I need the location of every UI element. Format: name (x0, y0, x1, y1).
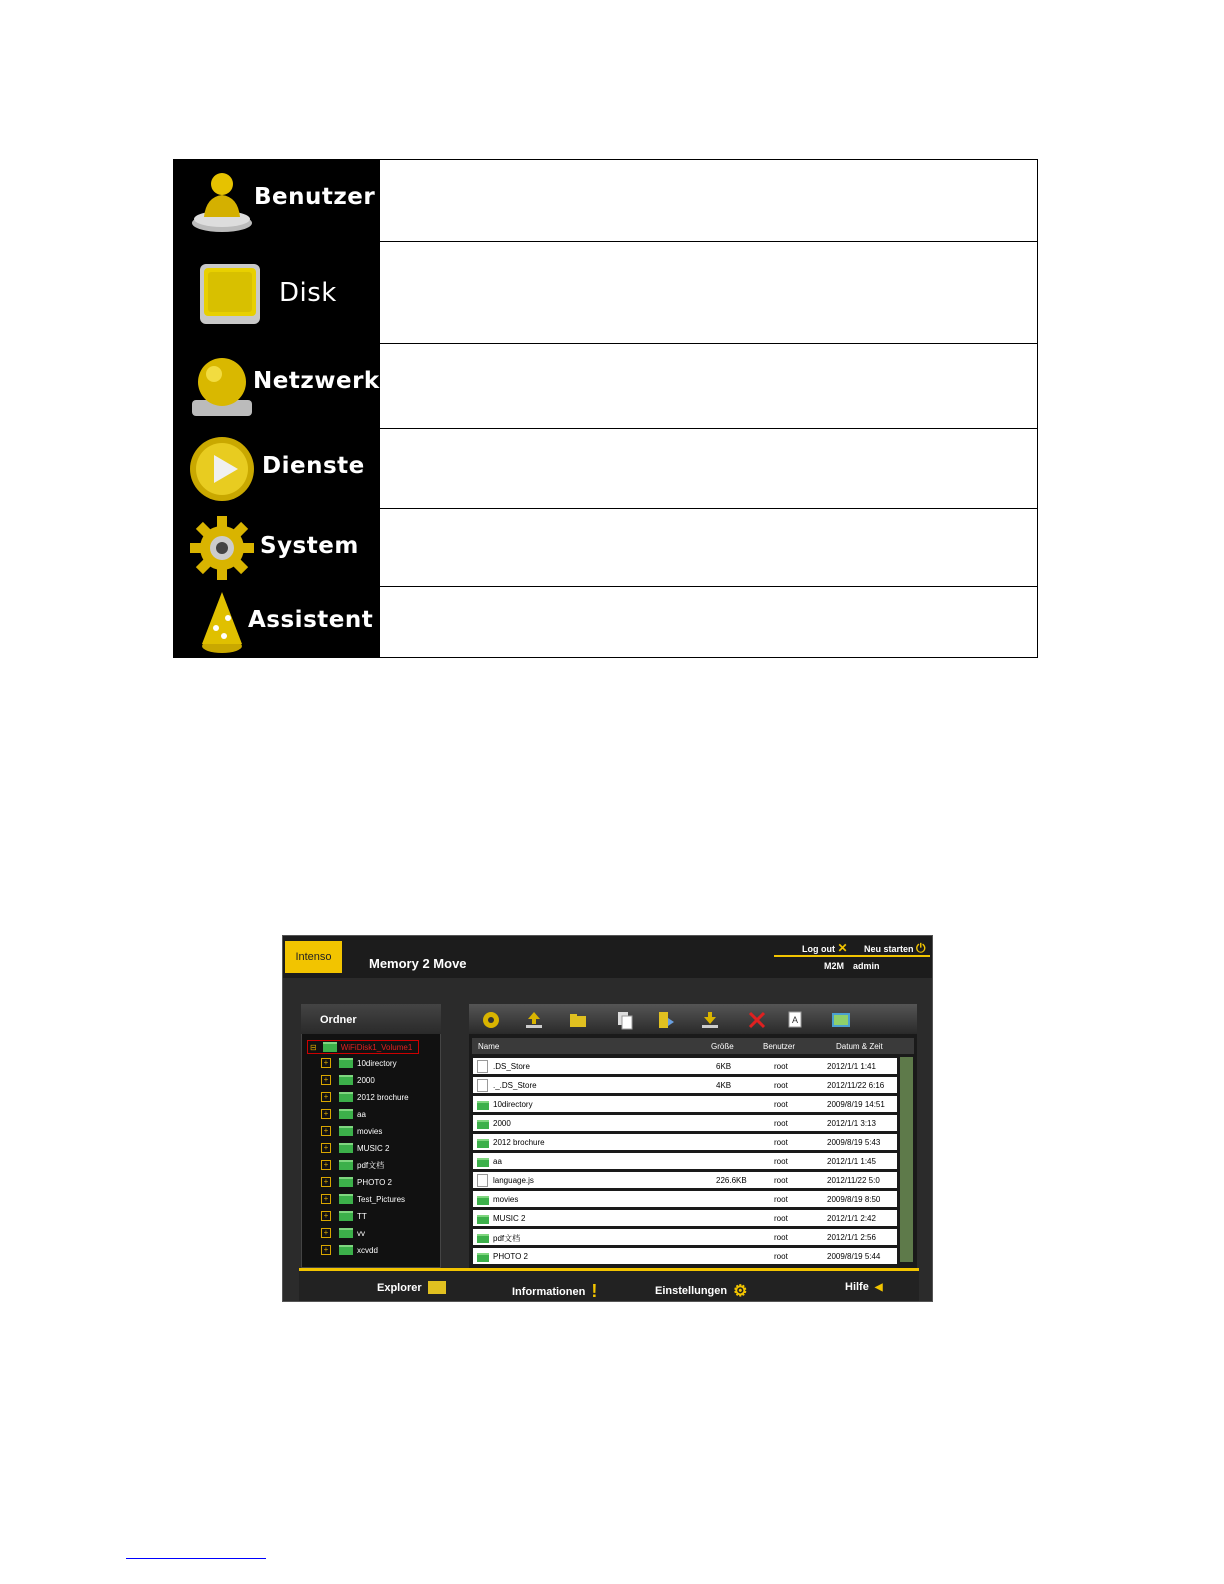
expand-icon[interactable]: + (321, 1245, 331, 1255)
menu-description-cell (379, 509, 1037, 586)
file-date: 2009/8/19 8:50 (827, 1195, 881, 1204)
file-name: PHOTO 2 (493, 1252, 528, 1261)
file-row[interactable] (473, 1248, 897, 1266)
expand-icon[interactable]: + (321, 1194, 331, 1204)
tree-item[interactable] (321, 1226, 365, 1240)
tree-item-label: 2000 (357, 1075, 375, 1085)
settings-tool-icon[interactable] (481, 1010, 501, 1030)
menu-table (173, 159, 1038, 658)
tree-root-label: WiFiDisk1_Volume1 (340, 1042, 413, 1052)
folder-icon (477, 1101, 489, 1110)
menu-description-cell (379, 587, 1037, 657)
menu-item-dienste[interactable] (174, 429, 379, 508)
nav-info-label: Informationen (512, 1285, 586, 1298)
restart-button[interactable] (864, 941, 926, 956)
logout-button[interactable] (802, 941, 848, 955)
file-user: root (774, 1100, 788, 1109)
expand-icon[interactable]: + (321, 1075, 331, 1085)
menu-item-system[interactable] (174, 509, 379, 586)
file-row[interactable] (473, 1172, 897, 1190)
svg-text:A: A (792, 1015, 799, 1025)
file-date: 2012/1/1 1:45 (827, 1157, 876, 1166)
file-user: root (774, 1062, 788, 1071)
file-user: root (774, 1195, 788, 1204)
user-icon (188, 167, 256, 235)
file-date: 2012/11/22 6:16 (827, 1081, 885, 1090)
file-user: root (774, 1081, 788, 1090)
col-name[interactable]: Name (478, 1042, 500, 1051)
expand-icon[interactable]: + (321, 1092, 331, 1102)
nav-informationen[interactable] (512, 1281, 597, 1302)
file-user: root (774, 1119, 788, 1128)
menu-item-netzwerk[interactable] (174, 344, 379, 428)
network-icon (188, 352, 256, 420)
tree-item[interactable] (321, 1090, 409, 1104)
tree-item-label: 2012 brochure (357, 1092, 409, 1102)
tree-item[interactable] (321, 1073, 375, 1087)
folder-icon (477, 1196, 489, 1205)
gear-icon (188, 514, 256, 582)
folder-title: Ordner (320, 1014, 357, 1026)
tree-item-label: PHOTO 2 (357, 1177, 392, 1187)
folder-icon (477, 1253, 489, 1262)
rename-icon[interactable] (787, 1010, 807, 1030)
menu-label: Benutzer (254, 184, 376, 210)
file-user: root (774, 1176, 788, 1185)
folder-icon (339, 1211, 353, 1221)
tree-item-label: vv (357, 1228, 365, 1238)
menu-item-benutzer[interactable] (174, 160, 379, 241)
file-row[interactable] (473, 1096, 897, 1114)
tree-item-label: Test_Pictures (357, 1194, 406, 1204)
file-date: 2009/8/19 14:51 (827, 1100, 885, 1109)
folder-icon (339, 1245, 353, 1255)
file-date: 2012/1/1 3:13 (827, 1119, 876, 1128)
col-size[interactable]: Größe (711, 1042, 734, 1051)
device-name: M2M (824, 961, 844, 971)
menu-description-cell (379, 429, 1037, 508)
file-row[interactable] (473, 1191, 897, 1209)
folder-icon (323, 1042, 337, 1052)
close-icon: ✕ (837, 941, 848, 955)
tree-root[interactable] (307, 1040, 419, 1054)
menu-label: Disk (279, 278, 337, 308)
delete-icon[interactable] (747, 1010, 767, 1030)
tree-item[interactable] (321, 1056, 397, 1070)
file-name: pdf文档 (493, 1234, 521, 1243)
folder-icon (477, 1215, 489, 1224)
upload-icon[interactable] (524, 1010, 544, 1030)
tree-item-label: 10directory (357, 1058, 397, 1068)
download-icon[interactable] (700, 1010, 720, 1030)
expand-icon[interactable]: + (321, 1160, 331, 1170)
file-name: 2012 brochure (493, 1138, 545, 1147)
file-size: 4KB (716, 1081, 732, 1090)
exclamation-icon: ! (591, 1281, 598, 1301)
tree-item[interactable] (321, 1124, 382, 1138)
tree-item-label: xcvdd (357, 1245, 378, 1255)
file-row[interactable] (473, 1210, 897, 1228)
tree-item-label: aa (357, 1109, 366, 1119)
user-name: admin (853, 961, 880, 971)
nav-einstellungen[interactable] (655, 1281, 747, 1301)
file-date: 2012/11/22 5:0 (827, 1176, 880, 1185)
collapse-icon[interactable]: ⊟ (310, 1042, 317, 1052)
file-user: root (774, 1157, 788, 1166)
tree-item-label: TT (357, 1211, 367, 1221)
menu-label: Netzwerk (253, 368, 380, 394)
file-row[interactable] (473, 1229, 897, 1247)
tree-item-label: MUSIC 2 (357, 1143, 390, 1153)
expand-icon[interactable]: + (321, 1058, 331, 1068)
menu-row-disk[interactable] (174, 241, 1037, 343)
move-icon[interactable] (656, 1010, 676, 1030)
folder-icon (339, 1058, 353, 1068)
header-accent-line (774, 955, 930, 957)
arrow-left-icon: ◀ (874, 1281, 883, 1293)
tree-item[interactable] (321, 1107, 366, 1121)
file-name: movies (493, 1195, 519, 1204)
folder-icon (477, 1120, 489, 1129)
expand-icon[interactable]: + (321, 1109, 331, 1119)
folder-icon (339, 1194, 353, 1204)
folder-icon (339, 1109, 353, 1119)
file-row[interactable] (473, 1115, 897, 1133)
expand-icon[interactable]: + (321, 1177, 331, 1187)
expand-icon[interactable]: + (321, 1228, 331, 1238)
app-title: Memory 2 Move (369, 956, 467, 971)
col-date[interactable]: Datum & Zeit (836, 1042, 883, 1051)
folder-icon (477, 1234, 489, 1243)
power-icon: ⏻ (916, 941, 926, 955)
menu-label: Assistent (248, 607, 374, 633)
copy-icon[interactable] (615, 1010, 635, 1030)
tree-item[interactable] (321, 1243, 378, 1257)
tree-item[interactable] (321, 1158, 384, 1172)
file-name: .DS_Store (493, 1062, 530, 1071)
file-date: 2012/1/1 1:41 (827, 1062, 876, 1071)
menu-row-system[interactable] (174, 508, 1037, 586)
file-icon (477, 1060, 488, 1073)
file-name: 10directory (493, 1100, 533, 1109)
nav-help-label: Hilfe (845, 1281, 869, 1293)
file-row[interactable] (473, 1058, 897, 1076)
file-user: root (774, 1252, 788, 1261)
image-view-icon[interactable] (831, 1010, 851, 1030)
file-row[interactable] (473, 1153, 897, 1171)
nav-settings-label: Einstellungen (655, 1285, 728, 1297)
file-user: root (774, 1214, 788, 1223)
file-name: 2000 (493, 1119, 511, 1128)
folder-icon (339, 1228, 353, 1238)
menu-description-cell (379, 242, 1037, 343)
folder-icon (428, 1281, 446, 1294)
file-size: 6KB (716, 1062, 732, 1071)
menu-row-assistent[interactable] (174, 586, 1037, 657)
nav-explorer-label: Explorer (377, 1281, 422, 1294)
expand-icon[interactable]: + (321, 1143, 331, 1153)
file-name: MUSIC 2 (493, 1214, 526, 1223)
file-row[interactable] (473, 1134, 897, 1152)
menu-description-cell (379, 160, 1037, 241)
folder-icon (339, 1143, 353, 1153)
expand-icon[interactable]: + (321, 1126, 331, 1136)
file-date: 2009/8/19 5:44 (827, 1252, 881, 1261)
nav-hilfe[interactable] (845, 1281, 883, 1293)
file-name: ._.DS_Store (493, 1081, 537, 1090)
logout-label: Log out (802, 944, 835, 954)
file-icon (477, 1174, 488, 1187)
intenso-logo (285, 941, 342, 973)
file-date: 2012/1/1 2:56 (827, 1233, 876, 1242)
file-user: root (774, 1233, 788, 1242)
menu-row-benutzer[interactable] (174, 160, 1037, 241)
tree-item[interactable] (321, 1192, 405, 1206)
footnote-link-line (126, 1558, 266, 1559)
expand-icon[interactable]: + (321, 1211, 331, 1221)
menu-label: Dienste (262, 453, 365, 479)
file-size: 226.6KB (716, 1176, 747, 1185)
file-icon (477, 1079, 488, 1092)
file-row[interactable] (473, 1077, 897, 1095)
menu-item-assistent[interactable] (174, 587, 379, 657)
file-name: language.js (493, 1176, 534, 1185)
folder-icon (339, 1126, 353, 1136)
menu-description-cell (379, 344, 1037, 428)
tree-item-label: pdf文档 (357, 1160, 385, 1170)
disk-icon (196, 260, 264, 328)
folder-icon (339, 1092, 353, 1102)
file-name: aa (493, 1157, 502, 1166)
folder-icon (477, 1158, 489, 1167)
folder-icon (339, 1160, 353, 1170)
folder-icon (339, 1177, 353, 1187)
tree-item[interactable] (321, 1175, 392, 1189)
file-table-header (472, 1038, 914, 1054)
logo-text: Intenso (295, 951, 332, 963)
menu-label: System (260, 533, 359, 559)
app-screenshot (282, 935, 933, 1302)
file-user: root (774, 1138, 788, 1147)
file-date: 2012/1/1 2:42 (827, 1214, 876, 1223)
nav-explorer[interactable] (377, 1281, 446, 1294)
folder-icon (339, 1075, 353, 1085)
menu-item-disk[interactable] (174, 242, 379, 343)
gear-icon: ⚙ (733, 1283, 748, 1300)
tree-item[interactable] (321, 1209, 367, 1223)
tree-item[interactable] (321, 1141, 389, 1155)
folder-icon (477, 1139, 489, 1148)
play-icon (188, 435, 256, 503)
menu-row-netzwerk[interactable] (174, 343, 1037, 428)
col-user[interactable]: Benutzer (763, 1042, 796, 1051)
wizard-hat-icon (188, 588, 256, 656)
menu-row-dienste[interactable] (174, 428, 1037, 508)
tree-item-label: movies (357, 1126, 383, 1136)
new-folder-icon[interactable] (568, 1010, 588, 1030)
scrollbar[interactable] (900, 1057, 913, 1262)
restart-label: Neu starten (864, 944, 914, 954)
file-date: 2009/8/19 5:43 (827, 1138, 881, 1147)
